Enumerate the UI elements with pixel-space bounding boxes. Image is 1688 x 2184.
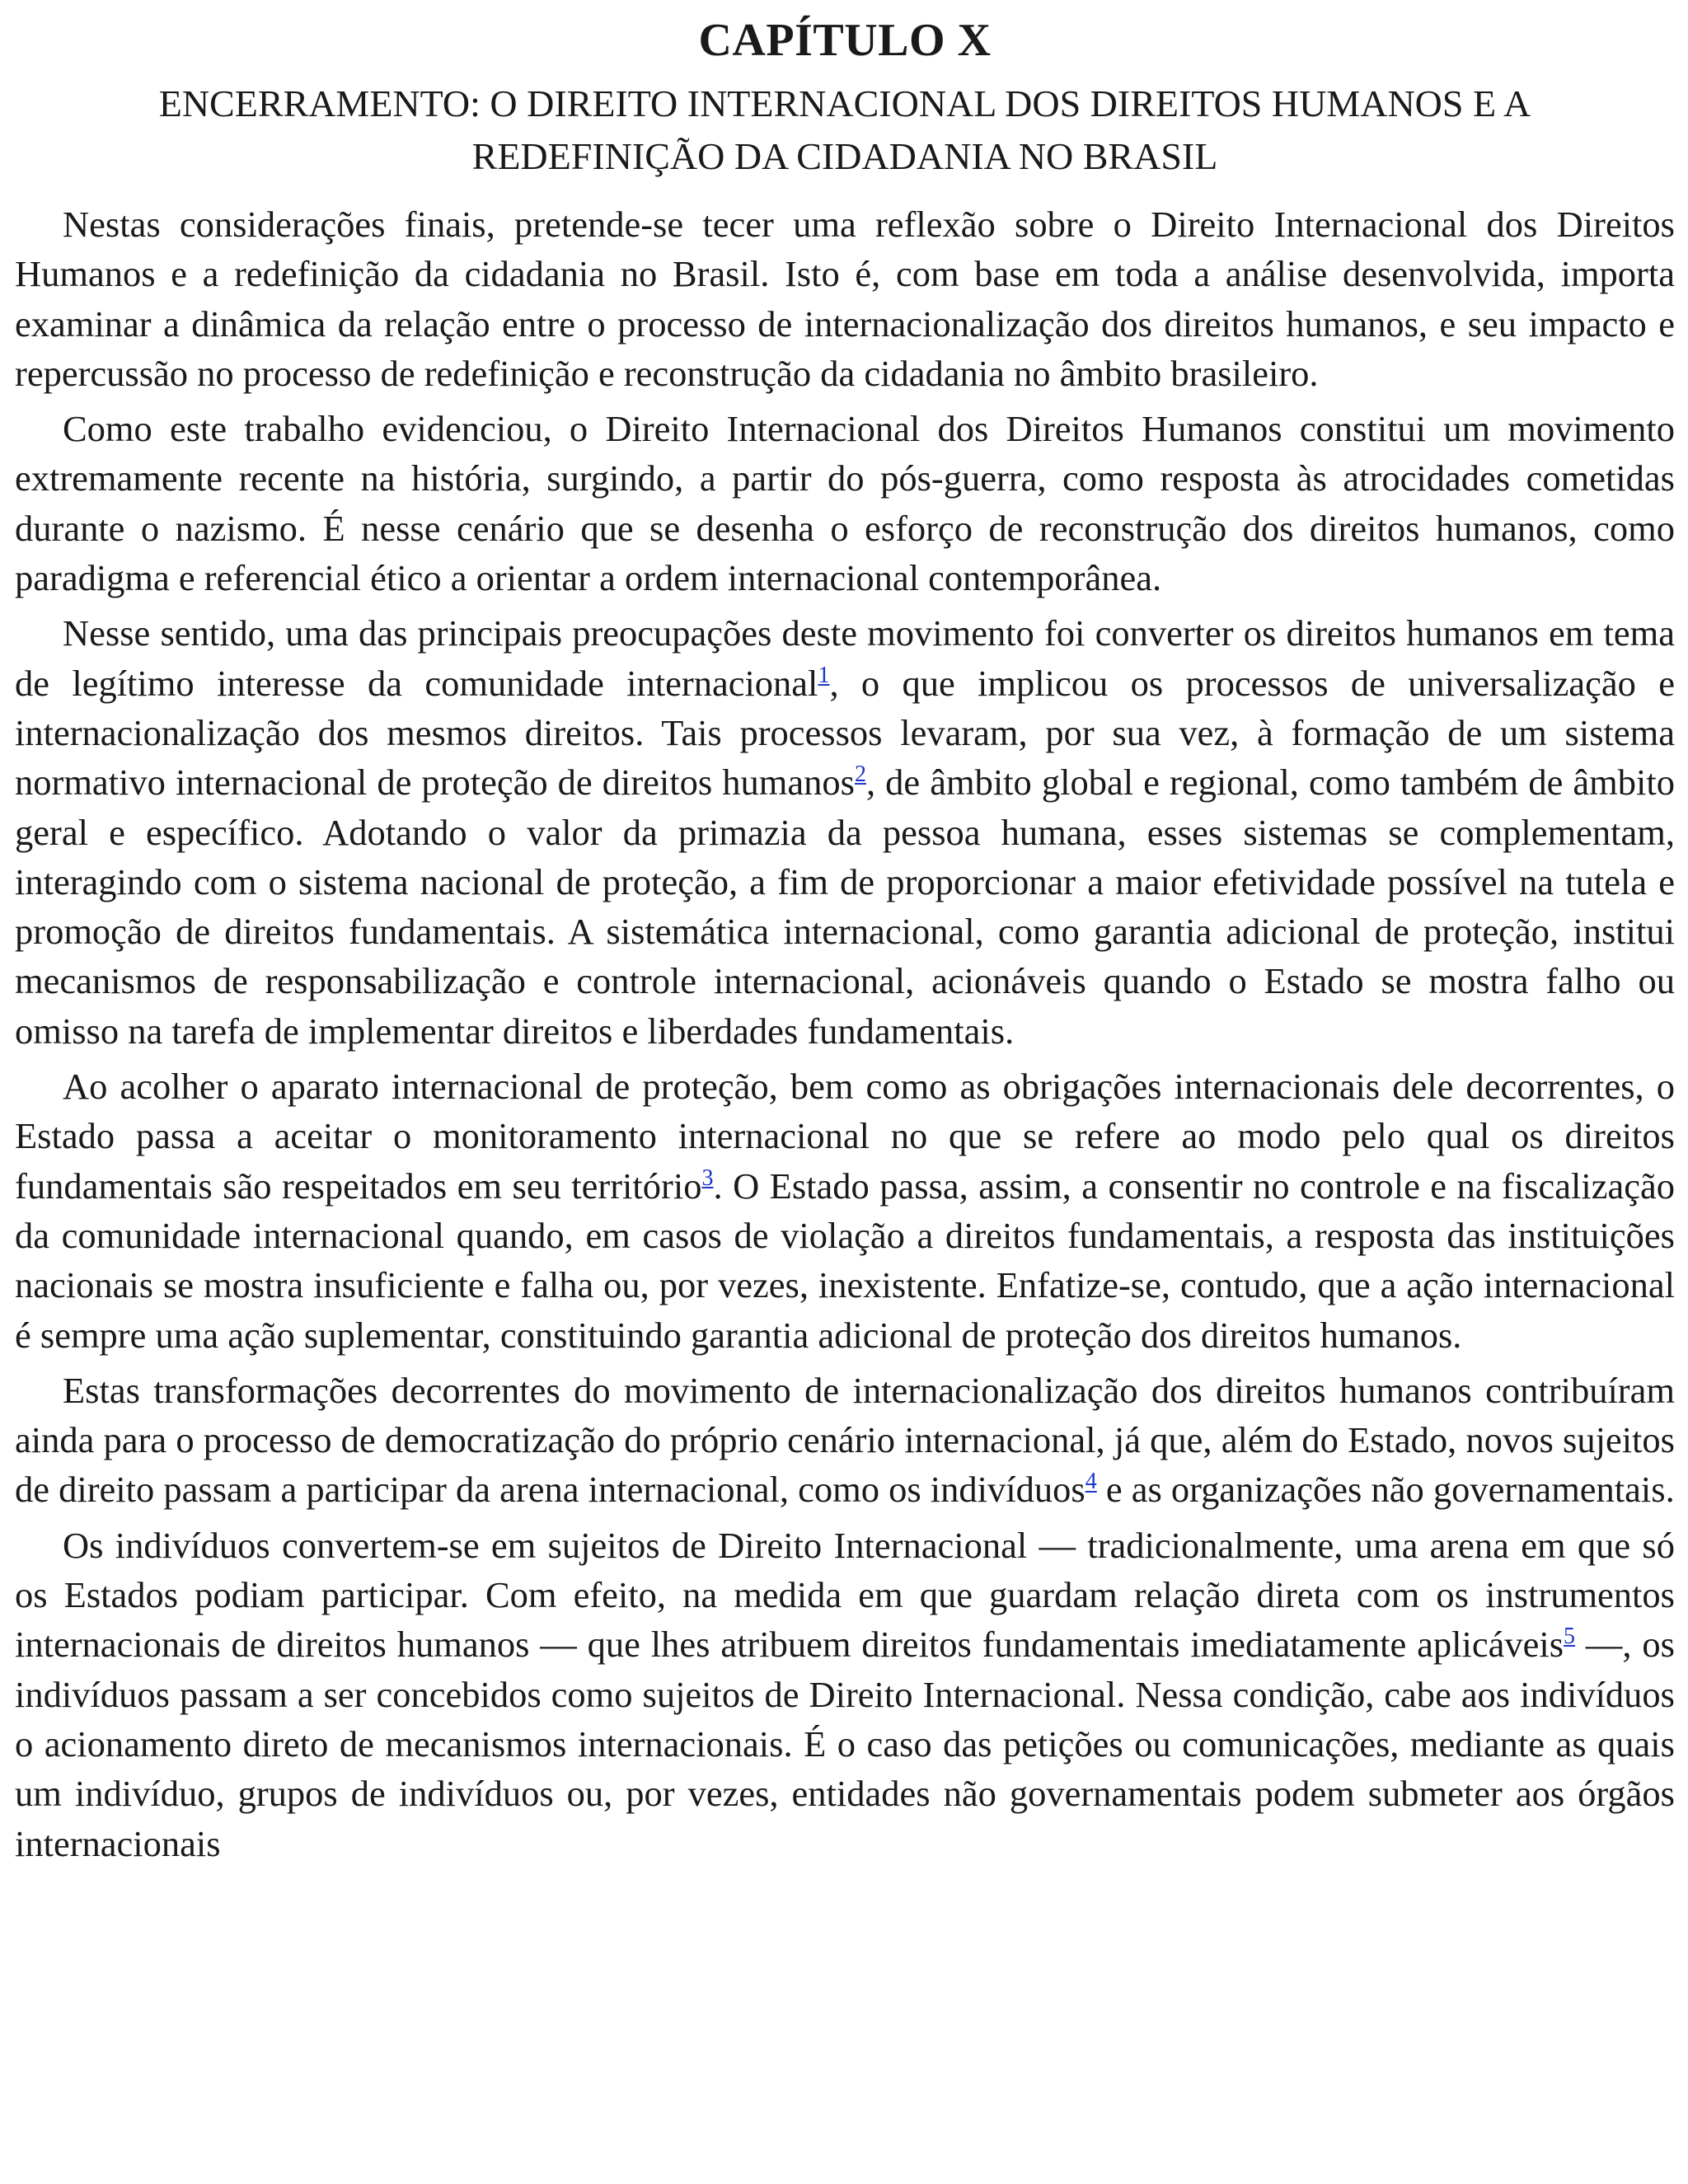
footnote-link-1[interactable]: 1 [818,662,830,688]
footnote-link-3[interactable]: 3 [701,1165,714,1191]
paragraph-6 [15,1521,1675,1868]
paragraph-5 [15,1366,1675,1515]
paragraph-3-text-b: , o que implicou os processos de universalização e internacionalização dos mesmos direitos. Tais processos levaram, por sua vez, à formação de um sistema normativo internacional de proteção de direitos humanos [15,662,1676,804]
paragraph-3-text-c: , de âmbito global e regional, como também de âmbito geral e específico. Adotando o valor da primazia da pessoa humana, esses sistemas se complementam, interagindo com o sistema nacional de proteção, a fim de proporcionar a maior efetividade possível na tutela e promoção de direitos fundamentais. A sistemática internacional, como garantia adicional de proteção, institui mecanismos de responsabilização e controle internacional, acionáveis quando o Estado se mostra falho ou omisso na tarefa de implementar direitos e liberdades fundamentais. [15,762,1675,1052]
paragraph-5-text-a: Estas transformações decorrentes do movimento de internacionalização dos direitos humanos contribuíram ainda para o processo de democratização do próprio cenário internacional, já que, além do Estado, novos sujeitos de direito passam a participar da arena internacional, como os indivíduos [15,1369,1675,1511]
paragraph-4-text-a: Ao acolher o aparato internacional de proteção, bem como as obrigações internacionais dele decorrentes, o Estado passa a aceitar o monitoramento internacional no que se refere ao modo pelo qual os direitos fundamentais são respeitados em seu território [15,1066,1675,1207]
chapter-title: CAPÍTULO X [698,15,992,66]
paragraph-6-text-a: Os indivíduos convertem-se em sujeitos de Direito Internacional — tradicionalmente, uma arena em que só os Estados podiam participar. Com efeito, na medida em que guardam relação direta com os instrumentos internacionais de direitos humanos — que lhes atribuem direitos fundamentais imediatamente aplicáveis [15,1524,1675,1666]
paragraph-6-text-b: —, os indivíduos passam a ser concebidos como sujeitos de Direito Internacional. Nessa condição, cabe aos indivíduos o acionamento direto de mecanismos internacionais. É o caso das petições ou comunicações, mediante as quais um indivíduo, grupos de indivíduos ou, por vezes, entidades não governamentais podem submeter aos órgãos internacionais [15,1624,1675,1864]
paragraph-4-text-b: . O Estado passa, assim, a consentir no controle e na fiscalização da comunidade internacional quando, em casos de violação a direitos fundamentais, a resposta das instituições nacionais se mostra insuficiente e falha ou, por vezes, inexistente. Enfatize-se, contudo, que a ação internacional é sempre uma ação suplementar, constituindo garantia adicional de proteção dos direitos humanos. [15,1165,1675,1356]
paragraph-1: Nestas considerações finais, pretende-se tecer uma reflexão sobre o Direito Internacional dos Direitos Humanos e a redefinição da cidadania no Brasil. Isto é, com base em toda a análise desenvolvida, importa examinar a dinâmica da relação entre o processo de internacionalização dos direitos humanos, e seu impacto e repercussão no processo de redefinição e reconstrução da cidadania no âmbito brasileiro. [15,204,1675,394]
footnote-link-2[interactable]: 2 [854,762,866,788]
chapter-body [15,199,1675,1868]
paragraph-3 [15,608,1675,1056]
chapter-subtitle: ENCERRAMENTO: O DIREITO INTERNACIONAL DOS DIREITOS HUMANOS E A REDEFINIÇÃO DA CIDADANIA NO BRASIL [158,82,1531,177]
paragraph-5-text-b: e as organizações não governamentais. [1096,1469,1675,1511]
footnote-link-4[interactable]: 4 [1085,1469,1097,1495]
paragraph-3-text-a: Nesse sentido, uma das principais preocupações deste movimento foi converter os direitos humanos em tema de legítimo interesse da comunidade internacional [15,612,1675,704]
paragraph-4 [15,1062,1675,1360]
footnote-link-5[interactable]: 5 [1564,1624,1576,1650]
paragraph-2: Como este trabalho evidenciou, o Direito Internacional dos Direitos Humanos constitui um movimento extremamente recente na história, surgindo, a partir do pós-guerra, como resposta às atrocidades cometidas durante o nazismo. É nesse cenário que se desenha o esforço de reconstrução dos direitos humanos, como paradigma e referencial ético a orientar a ordem internacional contemporânea. [15,408,1675,599]
